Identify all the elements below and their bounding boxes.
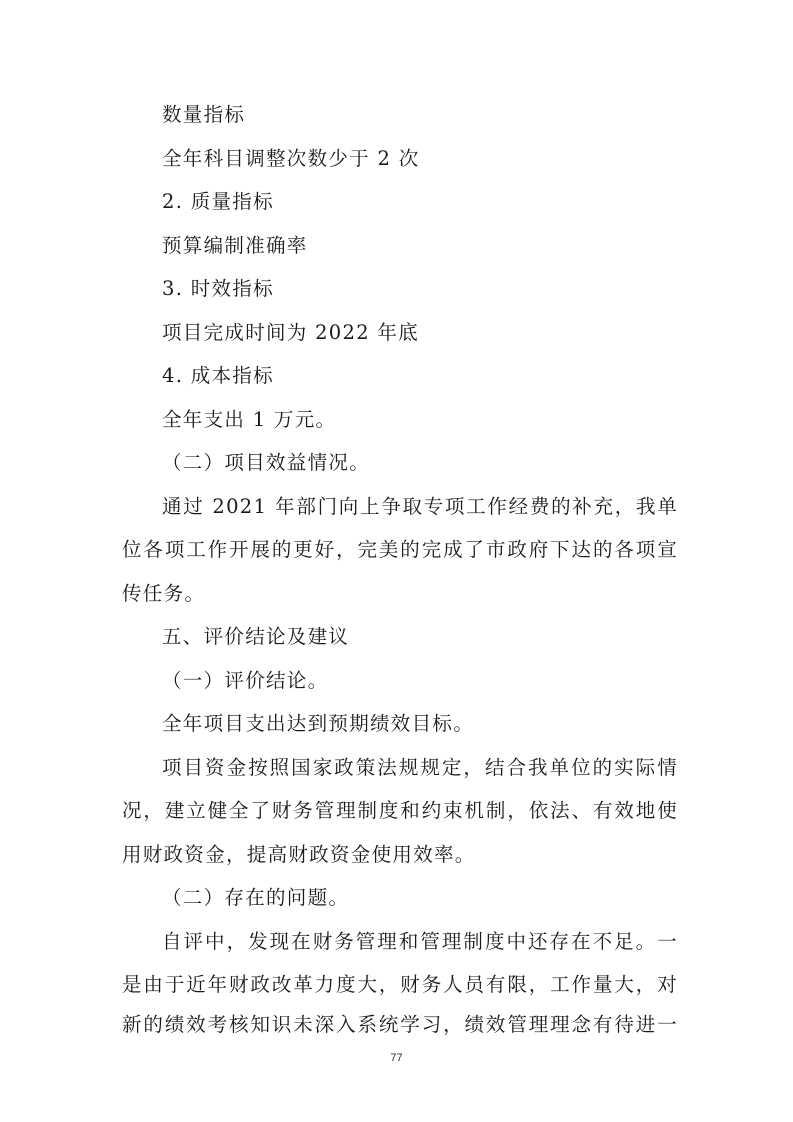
section-heading: （一）评价结论。 <box>162 669 329 692</box>
page-number: 77 <box>390 1052 403 1064</box>
text-line: 2. 质量指标 <box>162 190 274 213</box>
paragraph-line: 位各项工作开展的更好，完美的完成了市政府下达的各项宣 <box>122 538 678 561</box>
text-line: 全年项目支出达到预期绩效目标。 <box>162 712 475 735</box>
paragraph-line: 况，建立健全了财务管理制度和约束机制，依法、有效地使 <box>122 799 678 822</box>
section-heading: （二）存在的问题。 <box>162 886 350 909</box>
paragraph-line: 通过 2021 年部门向上争取专项工作经费的补充，我单 <box>162 495 678 518</box>
paragraph-line: 是由于近年财政改革力度大，财务人员有限，工作量大，对 <box>122 973 678 996</box>
paragraph-line: 自评中，发现在财务管理和管理制度中还存在不足。一 <box>162 930 678 953</box>
text-line: 数量指标 <box>162 103 246 126</box>
text-line: 4. 成本指标 <box>162 364 274 387</box>
text-line: 全年支出 1 万元。 <box>162 408 337 431</box>
paragraph-line: 用财政资金，提高财政资金使用效率。 <box>122 843 476 866</box>
paragraph-line: 新的绩效考核知识未深入系统学习，绩效管理理念有待进一 <box>122 1013 678 1036</box>
text-line: 项目完成时间为 2022 年底 <box>162 321 420 344</box>
section-heading: （二）项目效益情况。 <box>162 451 371 474</box>
paragraph-line: 传任务。 <box>122 582 206 605</box>
text-line: 预算编制准确率 <box>162 234 308 257</box>
section-heading: 五、评价结论及建议 <box>162 625 350 648</box>
text-line: 全年科目调整次数少于 2 次 <box>162 147 420 170</box>
text-line: 3. 时效指标 <box>162 277 274 300</box>
paragraph-line: 项目资金按照国家政策法规规定，结合我单位的实际情 <box>162 756 678 779</box>
